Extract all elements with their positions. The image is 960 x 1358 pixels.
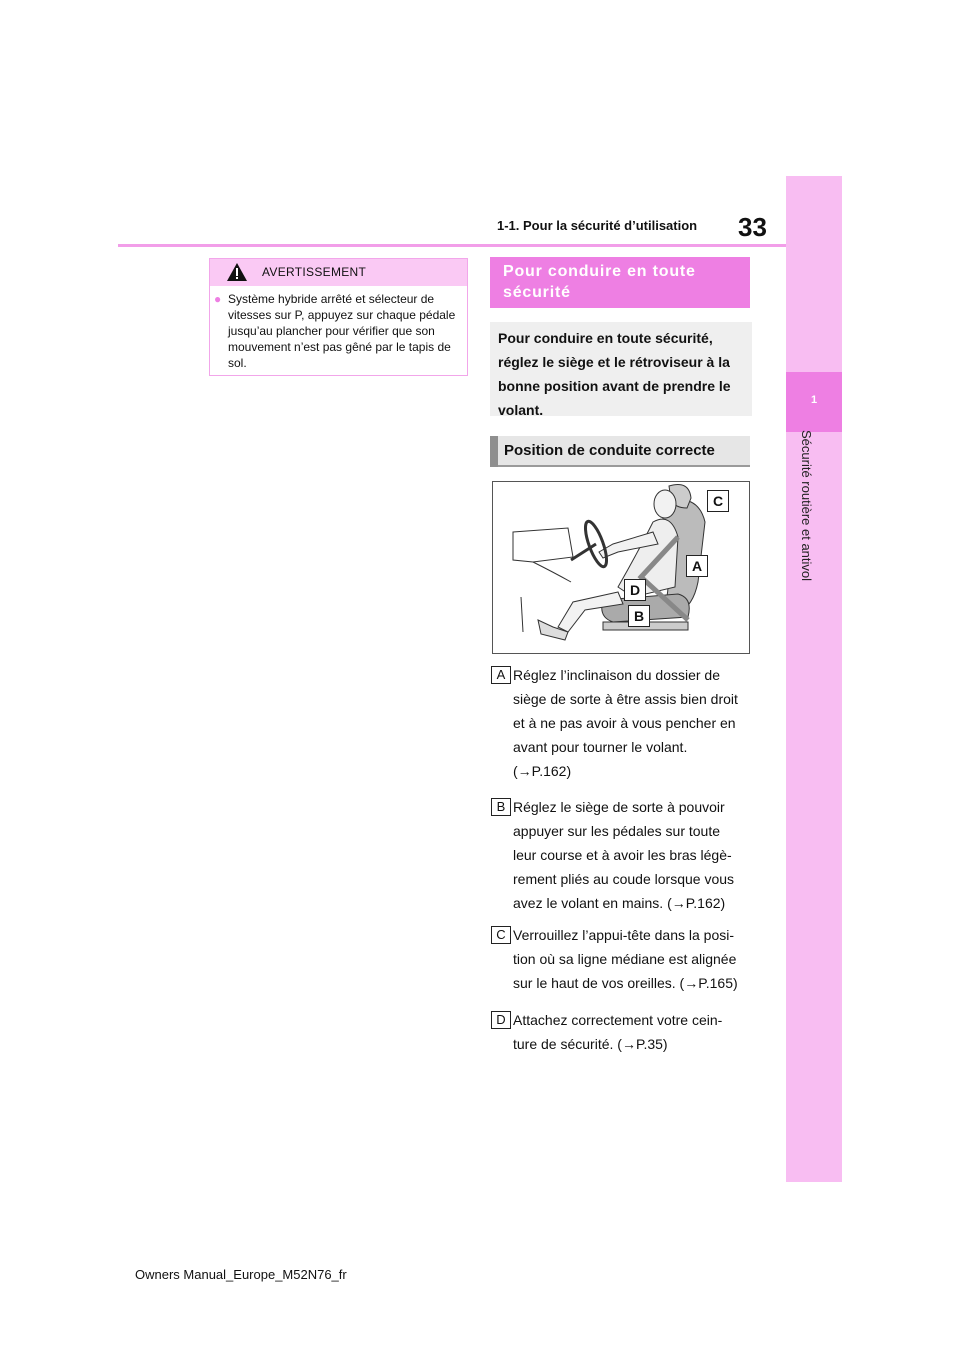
intro-text: Pour conduire en toute sécurité, réglez le siège et le rétroviseur à la bonne position avant de prendre le volant. [498, 330, 731, 418]
instruction-line: leur course et à avoir les bras légè- [513, 847, 732, 863]
subsection-heading-bar [490, 436, 498, 467]
warning-triangle-icon [226, 262, 248, 282]
warning-title: AVERTISSEMENT [262, 265, 367, 279]
instruction-b [513, 795, 753, 915]
subsection-heading: Position de conduite correcte [504, 442, 715, 459]
warning-text: Système hybride arrêté et sélecteur de vitesses sur P, appuyez sur chaque pédale jusqu’au plancher pour vérifier que son mouvement n’est pas gêné par le tapis de sol. [228, 292, 456, 370]
figure-label-d: D [624, 579, 646, 601]
header-rule [118, 244, 786, 247]
instruction-marker-c: C [491, 926, 511, 944]
chapter-number: 1 [810, 394, 818, 406]
instruction-a [513, 663, 753, 783]
instruction-marker-a: A [491, 666, 511, 684]
instruction-line: avant pour tourner le volant. [513, 739, 688, 755]
figure-label-a: A [686, 555, 708, 577]
instruction-c [513, 923, 753, 995]
figure-label-c: C [707, 490, 729, 512]
footer-text: Owners Manual_Europe_M52N76_fr [135, 1267, 347, 1282]
instruction-line: Réglez le siège de sorte à pouvoir [513, 799, 725, 815]
instruction-d [513, 1008, 753, 1056]
figure-label-b: B [628, 605, 650, 627]
driving-position-figure [492, 481, 750, 654]
instruction-line: sur le haut de vos oreilles. (→P.165) [513, 975, 738, 991]
bullet-icon: ● [214, 292, 222, 306]
instruction-line: rement pliés au coude lorsque vous [513, 871, 735, 887]
instruction-marker-d: D [491, 1011, 511, 1029]
instruction-marker-b: B [491, 798, 511, 816]
instruction-line: et à ne pas avoir à vous pencher en [513, 715, 736, 731]
instruction-line: (→P.162) [513, 763, 572, 779]
instruction-line: appuyer sur les pédales sur toute [513, 823, 721, 839]
instruction-line: tion où sa ligne médiane est alignée [513, 951, 737, 967]
page-number: 33 [738, 212, 767, 242]
instruction-line: Réglez l’inclinaison du dossier de [513, 667, 721, 683]
instruction-line: ture de sécurité. (→P.35) [513, 1036, 668, 1052]
chapter-tab-strip [786, 176, 842, 1182]
section-title: 1-1. Pour la sécurité d’utilisation [497, 218, 698, 233]
instruction-line: Verrouillez l’appui-tête dans la posi- [513, 927, 735, 943]
instruction-line: Attachez correctement votre cein- [513, 1012, 723, 1028]
instruction-line: avez le volant en mains. (→P.162) [513, 895, 726, 911]
section-heading: Pour conduire en toute sécurité [503, 263, 696, 301]
instruction-line: siège de sorte à être assis bien droit [513, 691, 738, 707]
chapter-label: Sécurité routière et antivol [799, 430, 814, 582]
